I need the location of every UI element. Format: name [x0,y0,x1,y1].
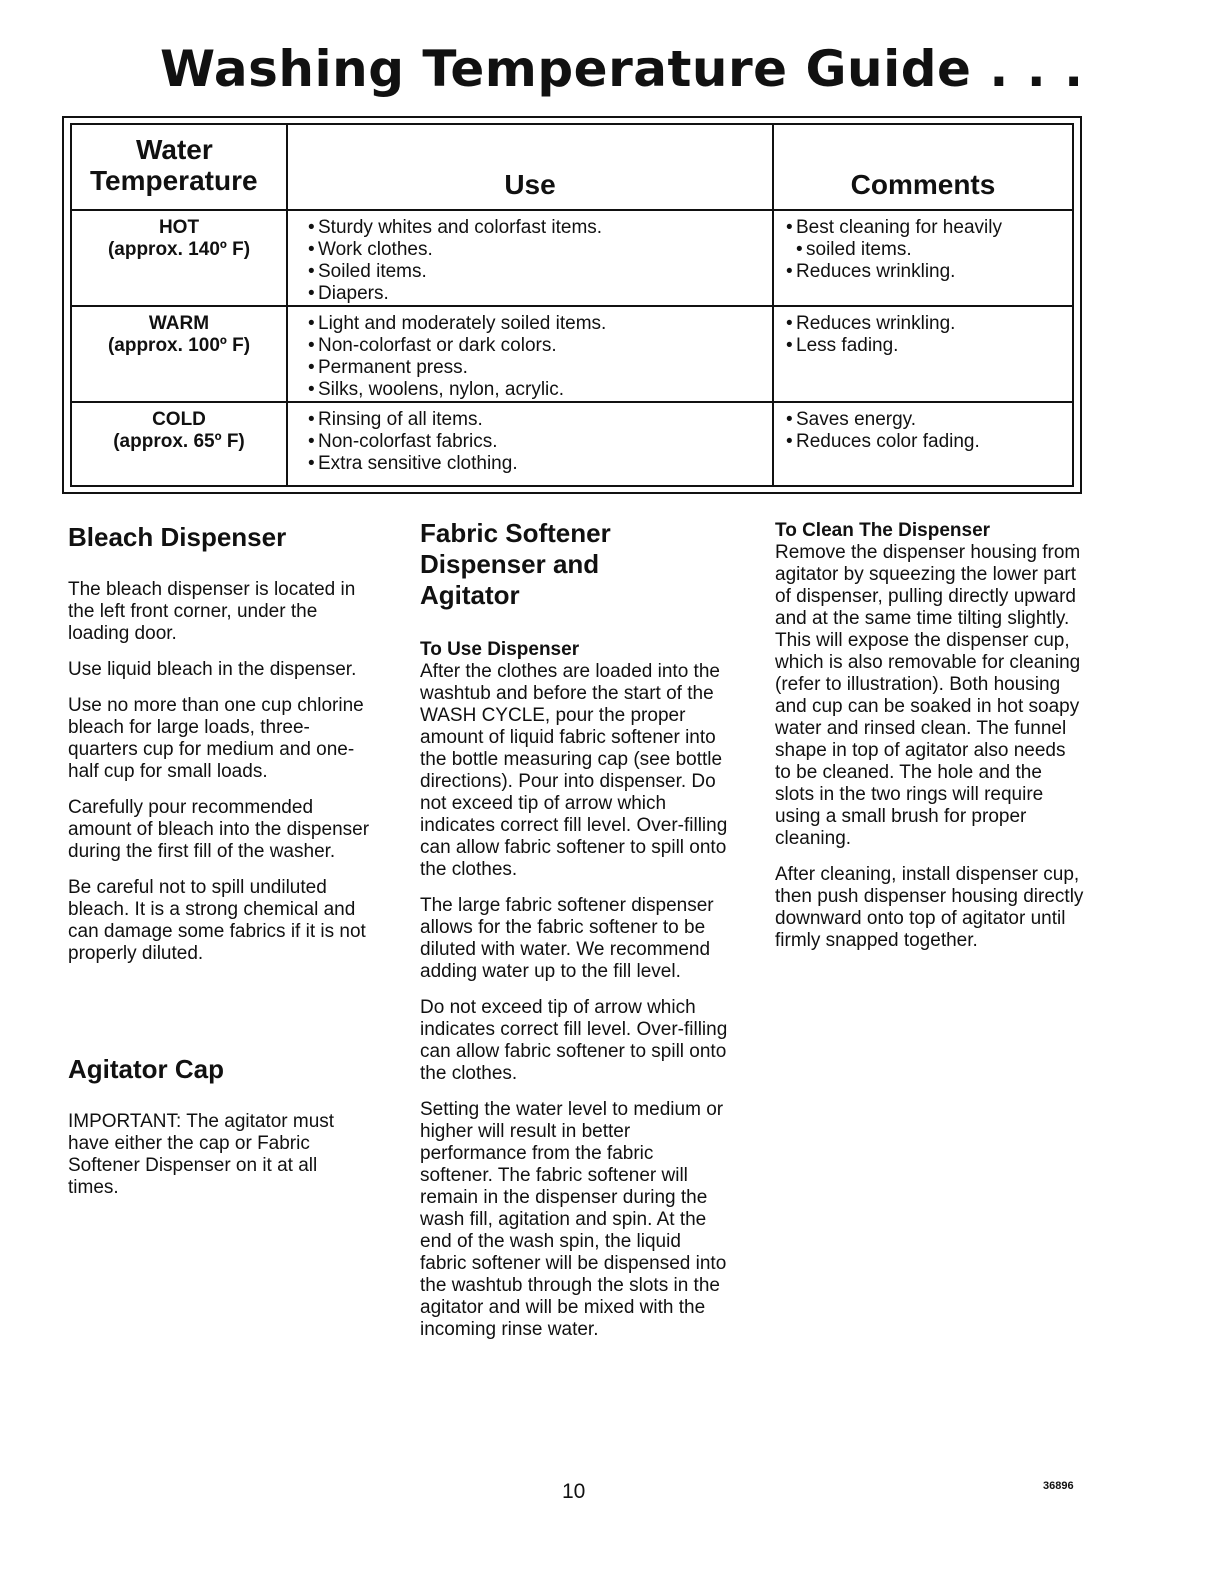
comment-item-continued: • soiled items. [786,239,1072,261]
use-item: • Extra sensitive clothing. [308,453,772,475]
comments-cell-hot [774,211,1072,307]
bleach-paragraph: Use no more than one cup chlorine bleach for large loads, three-quarters cup for medium and one-half cup for small loads. [68,695,364,782]
clean-dispenser-section [775,520,1085,966]
temperature-table [62,116,1082,494]
use-item: • Permanent press. [308,357,772,379]
comment-item: • Reduces wrinkling. [786,313,1072,335]
softener-paragraph: Do not exceed tip of arrow which indicates correct fill level. Over-filling can allow fabric softener to spill onto the clothes. [420,997,728,1084]
use-item: • Non-colorfast fabrics. [308,431,772,453]
use-item: • Rinsing of all items. [308,409,772,431]
comments-cell-cold [774,403,1072,485]
use-item: • Soiled items. [308,261,772,283]
comments-cell-warm [774,307,1072,403]
temp-cell-warm [72,307,288,403]
clean-paragraph: Remove the dispenser housing from agitator by squeezing the lower part of dispenser, pulling directly upward and at the same time tilting slightly. This will expose the dispenser cup, which is also removable for cleaning (refer to illustration). Both housing and cup can be soaked in hot soapy water and rinsed clean. The funnel shape in top of agitator also needs to be cleaned. The hole and the slots in the two rings will require using a small brush for proper cleaning. [775,542,1081,849]
use-item: • Diapers. [308,283,772,305]
header-water-line2: Temperature [90,164,258,196]
bleach-paragraph: Use liquid bleach in the dispenser. [68,659,357,680]
page-title: Washing Temperature Guide . . . [160,40,1084,98]
bleach-paragraph: Be careful not to spill undiluted bleach. It is a strong chemical and can damage some fabrics if it is not properly diluted. [68,877,366,964]
comment-item: • Reduces wrinkling. [786,261,1072,283]
bleach-heading: Bleach Dispenser [68,522,287,552]
temp-approx: (approx. 65º F) [113,431,245,452]
use-item: • Silks, woolens, nylon, acrylic. [308,379,772,401]
comment-item: • Reduces color fading. [786,431,1072,453]
bleach-paragraph: The bleach dispenser is located in the left front corner, under the loading door. [68,579,356,644]
softener-heading-line3: Agitator [420,580,520,610]
header-water-temperature [72,125,288,211]
softener-heading-line2: Dispenser and [420,549,600,579]
use-item: • Light and moderately soiled items. [308,313,772,335]
temp-cell-cold [72,403,288,485]
use-item: • Sturdy whites and colorfast items. [308,217,772,239]
softener-section [420,518,730,1355]
use-cell-warm [288,307,774,403]
temp-approx: (approx. 100º F) [107,335,251,356]
comment-item: • Less fading. [786,335,1072,357]
temp-cell-hot [72,211,288,307]
temp-label: HOT [158,217,200,238]
comment-item: • Saves energy. [786,409,1072,431]
temp-label: COLD [152,409,206,430]
header-use: Use [288,125,774,211]
use-item: • Work clothes. [308,239,772,261]
page-number: 10 [562,1480,586,1503]
temp-approx: (approx. 140º F) [107,239,251,260]
bleach-paragraph: Carefully pour recommended amount of bleach into the dispenser during the first fill of the washer. [68,797,370,862]
to-use-dispenser-heading: To Use Dispenser [420,639,580,660]
agitator-cap-paragraph: IMPORTANT: The agitator must have either the cap or Fabric Softener Dispenser on it at all times. [68,1111,335,1198]
softener-paragraph: After the clothes are loaded into the washtub and before the start of the WASH CYCLE, pour the proper amount of liquid fabric softener into the bottle measuring cap (see bottle directions). Pour into dispenser. Do not exceed tip of arrow which indicates correct fill level. Over-filling can allow fabric softener to spill onto the clothes. [420,661,728,880]
document-code: 36896 [1043,1480,1074,1492]
to-clean-dispenser-heading: To Clean The Dispenser [775,520,991,541]
softener-paragraph: The large fabric softener dispenser allows for the fabric softener to be diluted with water. We recommend adding water up to the fill level. [420,895,714,982]
softener-heading-line1: Fabric Softener [420,518,611,548]
agitator-cap-heading: Agitator Cap [68,1054,224,1084]
header-water-line1: Water [136,134,213,165]
bleach-section [68,522,378,979]
comment-item: • Best cleaning for heavily [786,217,1072,239]
softener-paragraph: Setting the water level to medium or higher will result in better performance from the fabric softener. The fabric softener will remain in the dispenser during the wash fill, agitation and spin. At the end of the wash spin, the liquid fabric softener will be dispensed into the washtub through the slots in the agitator and will be mixed with the incoming rinse water. [420,1099,727,1340]
agitator-cap-section [68,1054,368,1213]
use-cell-cold [288,403,774,485]
temp-label: WARM [148,313,210,334]
header-comments: Comments [774,125,1072,211]
use-item: • Non-colorfast or dark colors. [308,335,772,357]
clean-paragraph: After cleaning, install dispenser cup, then push dispenser housing directly downward onto top of agitator until firmly snapped together. [775,864,1084,951]
use-cell-hot [288,211,774,307]
